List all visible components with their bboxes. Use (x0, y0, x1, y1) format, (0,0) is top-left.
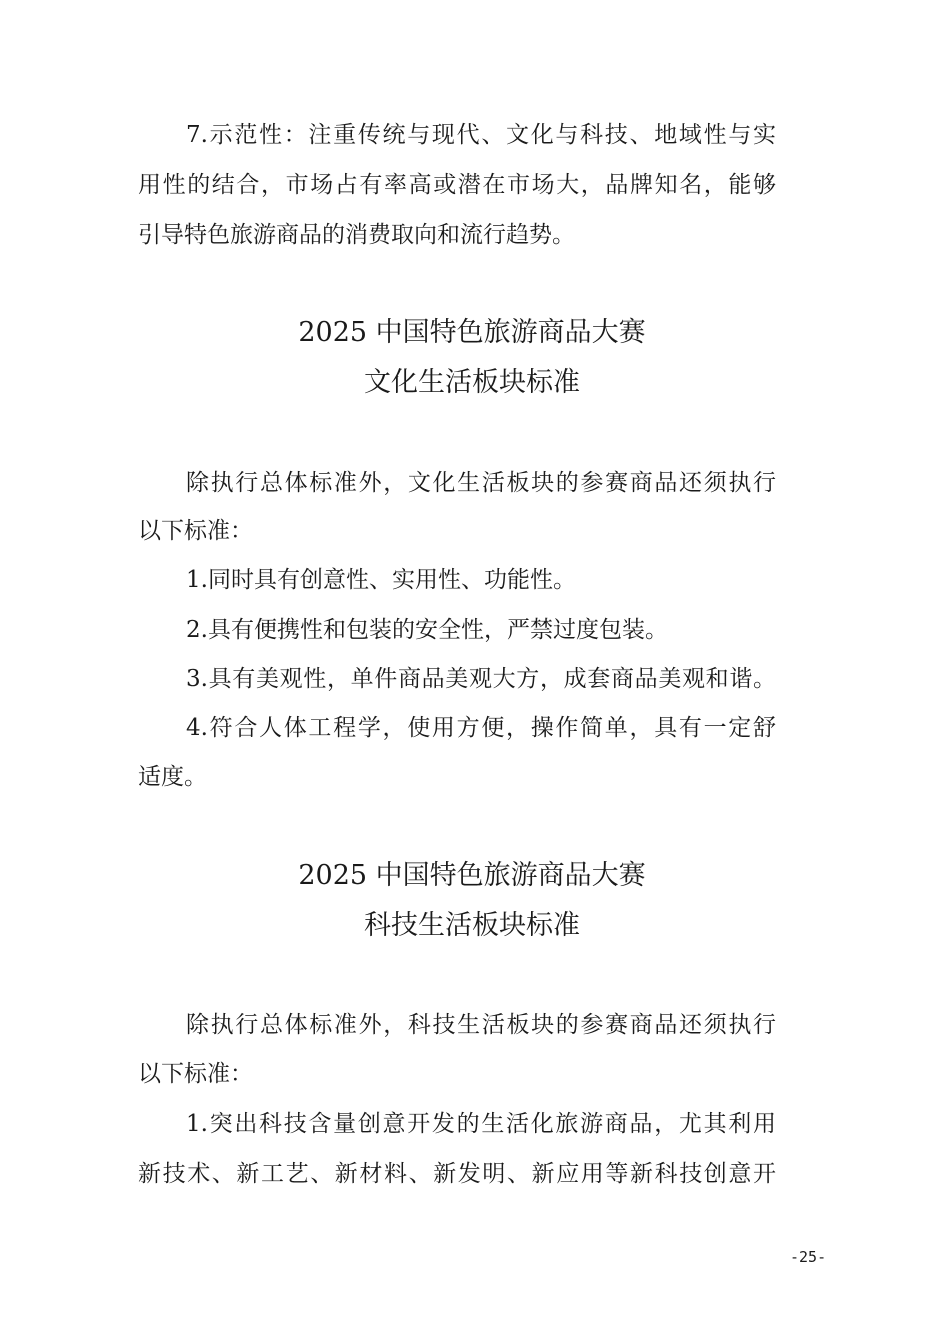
intro-line: 以下标准： (138, 1061, 253, 1087)
paragraph-line: 7.示范性：注重传统与现代、文化与科技、地域性与实 (186, 122, 776, 148)
section-title: 2025 中国特色旅游商品大赛 (298, 860, 646, 891)
intro-line: 以下标准： (138, 518, 253, 544)
list-item: 2.具有便携性和包装的安全性，严禁过度包装。 (186, 617, 668, 643)
list-item-continued: 新技术、新工艺、新材料、新发明、新应用等新科技创意开 (138, 1161, 776, 1187)
paragraph-line: 引导特色旅游商品的消费取向和流行趋势。 (138, 222, 575, 248)
section-title: 2025 中国特色旅游商品大赛 (298, 317, 646, 348)
list-item: 3.具有美观性，单件商品美观大方，成套商品美观和谐。 (186, 666, 776, 692)
intro-line: 除执行总体标准外，科技生活板块的参赛商品还须执行 (186, 1012, 776, 1038)
intro-line: 除执行总体标准外，文化生活板块的参赛商品还须执行 (186, 470, 776, 496)
page-number: -25- (790, 1248, 827, 1266)
list-item: 1.突出科技含量创意开发的生活化旅游商品，尤其利用 (186, 1111, 776, 1137)
list-item: 4.符合人体工程学，使用方便，操作简单，具有一定舒 (186, 715, 776, 741)
list-item: 1.同时具有创意性、实用性、功能性。 (186, 567, 576, 593)
list-item-continued: 适度。 (138, 764, 207, 790)
section-subtitle: 科技生活板块标准 (364, 910, 580, 941)
section-subtitle: 文化生活板块标准 (364, 367, 580, 398)
paragraph-line: 用性的结合，市场占有率高或潜在市场大，品牌知名，能够 (138, 172, 776, 198)
